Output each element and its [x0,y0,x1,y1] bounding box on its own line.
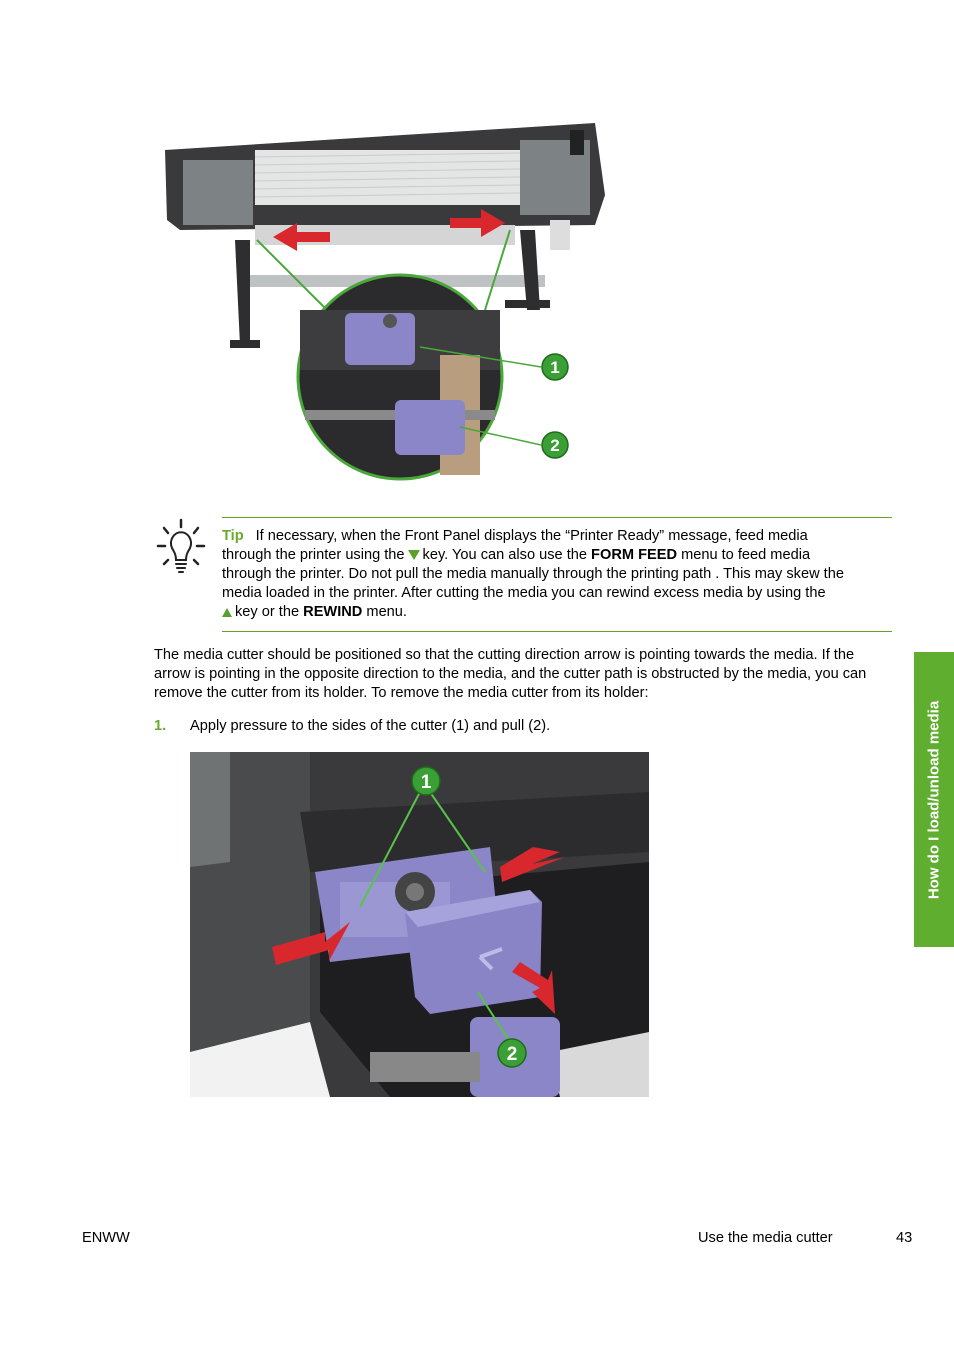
footer-enww: ENWW [82,1230,130,1246]
step-number: 1. [154,718,167,734]
printer-cutter-illustration [155,115,615,487]
step-text: Apply pressure to the sides of the cutter (1) and pull (2). [190,718,551,734]
callout-1: 1 [550,358,560,377]
form-feed-menu: FORM FEED [591,547,677,563]
chapter-side-tab [914,652,954,947]
footer-section-title: Use the media cutter [698,1230,833,1246]
lightbulb-icon [156,518,206,576]
side-tab-label: How do I load/unload media [925,700,943,899]
callout-2: 2 [550,436,560,455]
cutter-closeup-photo [190,752,649,1097]
tip-top-rule [222,517,892,518]
body-paragraph: The media cutter should be positioned so that the cutting direction arrow is pointing towards the media. If the arrow is pointing in the opposite direction to the media, and the cutter path is obstructed by the media, you can remove the cutter from its holder. To remove the media cutter from its holder: [154,647,867,701]
page-number: 43 [896,1230,913,1246]
up-arrow-key-icon [222,608,232,617]
down-arrow-key-icon [408,550,420,560]
tip-label: Tip [222,528,244,544]
tip-bottom-rule [222,631,892,632]
callout-1: 1 [420,772,432,793]
tip-text: Tip If necessary, when the Front Panel displays the “Printer Ready” message, feed media through the printer using the key. You can also use the FORM FEED menu to feed media through the printer. Do not pull the media manually through the printing path . This may skew the media loaded in the printer. After cutting the media you can rewind excess media by using the key or the REWIND menu. [222,528,844,620]
rewind-menu: REWIND [303,604,363,620]
callout-2: 2 [506,1044,518,1065]
